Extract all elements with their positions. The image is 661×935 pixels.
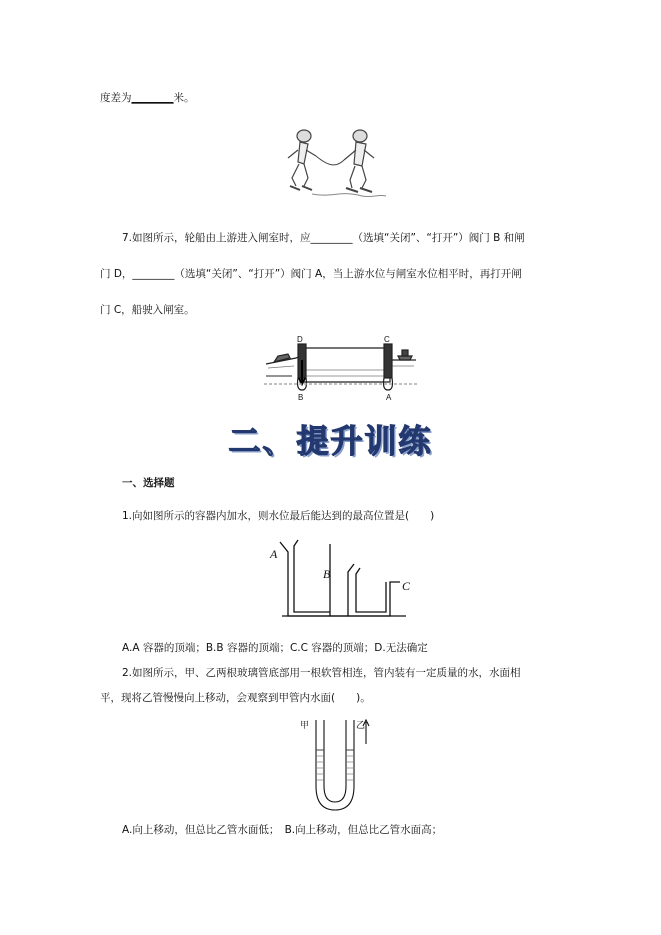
q7-line-2: 门 D，________（选填“关闭”、“打开”）阀门 A，当上游水位与闸室水位相平时，再打开闸 xyxy=(100,268,522,280)
mc2-options: A.向上移动，但总比乙管水面低； B.向上移动，但总比乙管水面高； xyxy=(122,824,443,836)
lock-label-b: B xyxy=(298,393,304,402)
mc2-line-1: 2.如图所示，甲、乙两根玻璃管底部用一根软管相连，管内装有一定质量的水，水面相 xyxy=(122,667,521,679)
tube-label-yi: 乙 xyxy=(356,721,366,731)
container-label-b: B xyxy=(323,567,331,581)
tube-label-jia: 甲 xyxy=(300,721,310,731)
container-label-a: A xyxy=(270,547,278,561)
q6-answer-blank: ________ xyxy=(131,92,174,104)
q7-line-1: 7.如图所示，轮船由上游进入闸室时，应________（选填“关闭”、“打开”）阀门 B 和闸 xyxy=(122,232,525,244)
lock-label-a: A xyxy=(386,393,392,402)
figure-containers xyxy=(268,536,416,620)
section-title: 二、提升训练 xyxy=(228,422,433,460)
figure-u-tube xyxy=(298,714,378,816)
container-label-c: C xyxy=(402,579,411,593)
mc1-question: 1.向如图所示的容器内加水，则水位最后能达到的最高位置是( ) xyxy=(122,510,435,522)
subsection-title: 一、选择题 xyxy=(122,477,175,489)
mc2-line-2: 平，现将乙管慢慢向上移动，会观察到甲管内水面( )。 xyxy=(100,692,371,704)
q6-pre-text: 度差为 xyxy=(100,92,132,104)
mc1-options: A.A 容器的顶端；B.B 容器的顶端；C.C 容器的顶端；D.无法确定 xyxy=(122,642,428,654)
figure-ship-lock xyxy=(264,332,418,402)
q6-post-text: 米。 xyxy=(173,92,195,104)
lock-label-d: D xyxy=(297,335,303,344)
lock-label-c: C xyxy=(384,335,390,344)
figure-two-people-tube xyxy=(282,124,394,202)
q7-line-3: 门 C，船驶入闸室。 xyxy=(100,304,195,316)
q6-tail-line xyxy=(100,90,195,106)
